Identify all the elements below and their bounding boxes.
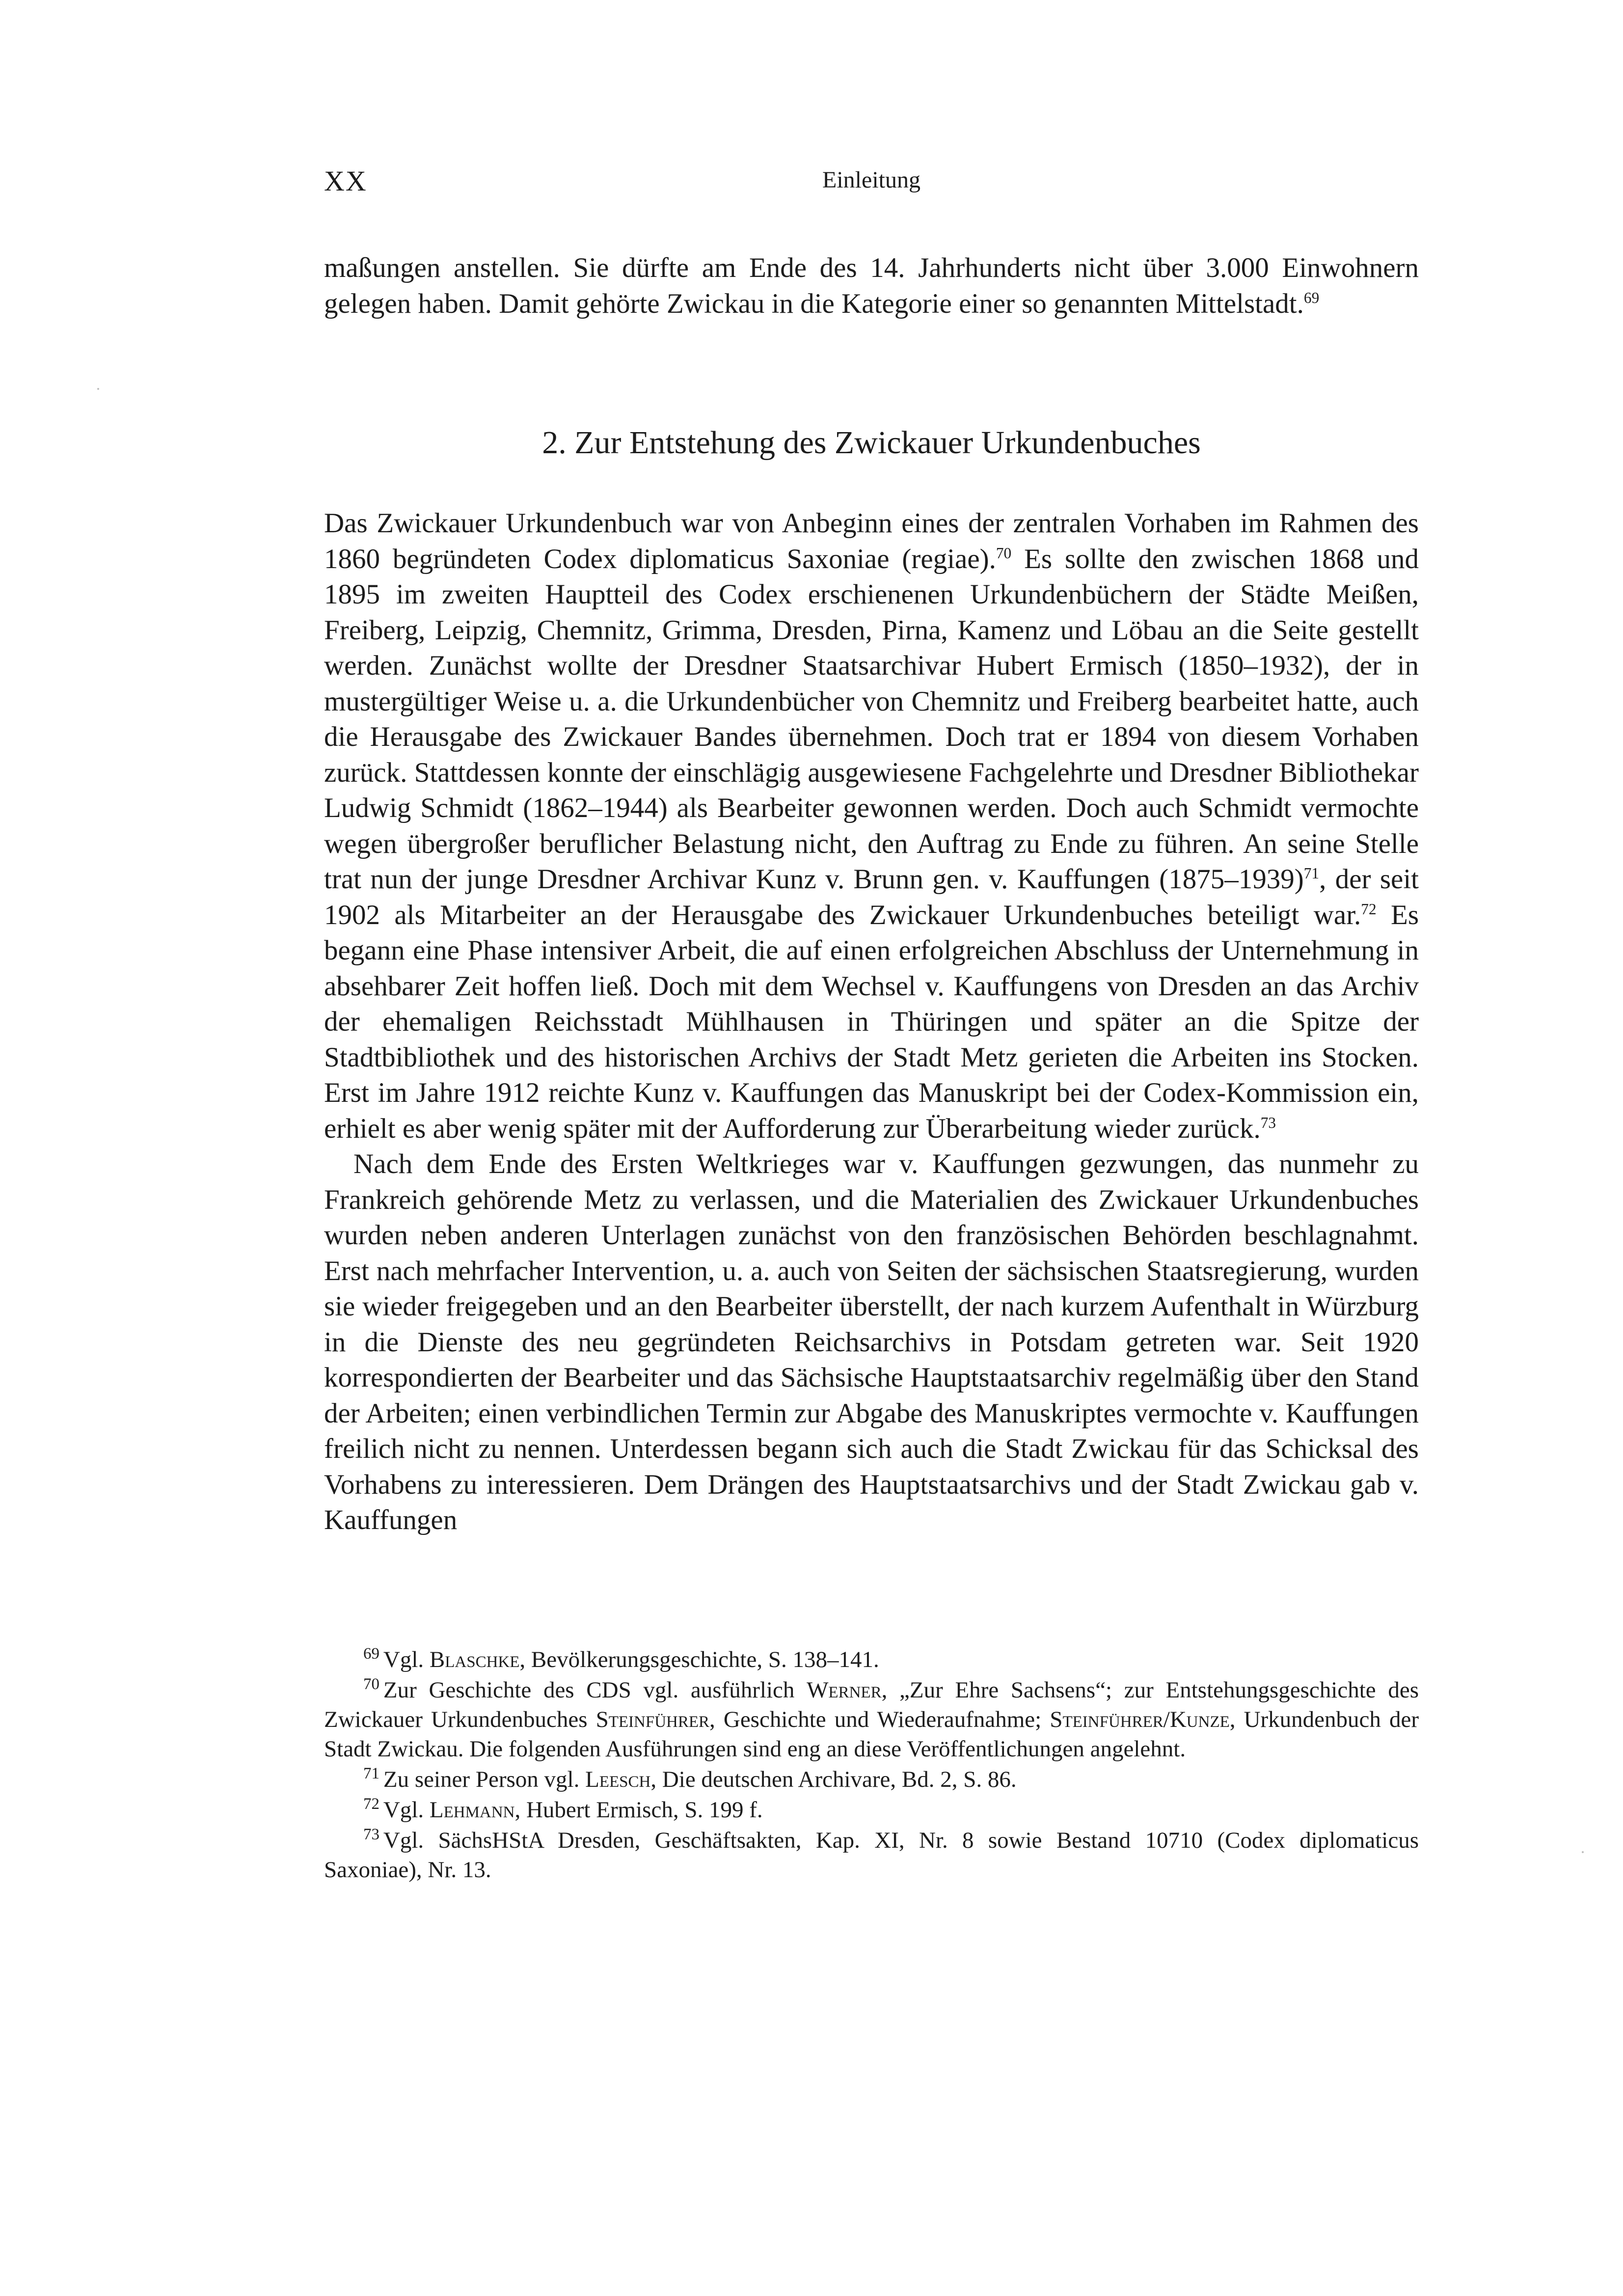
paragraph-2-text: Nach dem Ende des Ersten Weltkrieges war v. Kauffungen gezwungen, das nunmehr zu Frankreich gehörende Metz zu verlassen, und die Materialien des Zwickauer Urkundenbuches wurden neben anderen Unterlagen zunächst von den französischen Behörden beschlagnahmt. Erst nach mehrfacher Intervention, u. a. auch von Seiten der sächsischen Staatsregierung, wurden sie wieder freigegeben und an den Bearbeiter überstellt, der nach kurzem Aufenthalt in Würzburg in die Dienste des neu gegründeten Reichsarchivs in Potsdam getreten war. Seit 1920 korrespondierten der Bearbeiter und das Sächsische Hauptstaatsarchiv regelmäßig über den Stand der Arbeiten; einen verbindlichen Termin zur Abgabe des Manuskriptes vermochte v. Kauffungen freilich nicht zu nennen. Unterdessen begann sich auch die Stadt Zwickau für das Schicksal des Vorhabens zu interessieren. Dem Drängen des Hauptstaatsarchivs und der Stadt Zwickau gab v. Kauffungen xyxy=(324,1148,1419,1535)
footnote-number: 69 xyxy=(363,1645,379,1663)
footnote-text: , Bevölkerungsgeschichte, S. 138–141. xyxy=(519,1647,879,1672)
footnote-author: Blaschke xyxy=(429,1647,520,1672)
paragraph-1 xyxy=(324,506,1419,1147)
footnote-author: Steinführer/Kunze xyxy=(1050,1707,1230,1732)
footnotes xyxy=(324,1645,1419,1886)
footnote-text: , Hubert Ermisch, S. 199 f. xyxy=(514,1797,763,1823)
paragraph-1-seg-2: Es sollte den zwischen 1868 und 1895 im zweiten Hauptteil des Codex erschienenen Urkundenbüchern der Städte Meißen, Freiberg, Leipzig, Chemnitz, Grimma, Dresden, Pirna, Kamenz und Löbau an die Seite gestellt werden. Zunächst wollte der Dresdner Staatsarchivar Hubert Ermisch (1850–1932), der in mustergültiger Weise u. a. die Urkundenbücher von Chemnitz und Freiberg bearbeitet hatte, auch die Herausgabe des Zwickauer Bandes übernehmen. Doch trat er 1894 von diesem Vorhaben zurück. Stattdessen konnte der einschlägig ausgewiesene Fachgelehrte und Dresdner Bibliothekar Ludwig Schmidt (1862–1944) als Bearbeiter gewonnen werden. Doch auch Schmidt vermochte wegen übergroßer beruflicher Belastung nicht, den Auftrag zu Ende zu führen. An seine Stelle trat nun der junge Dresdner Archivar Kunz v. Brunn gen. v. Kauffungen (1875–1939) xyxy=(324,543,1419,895)
footnote-70 xyxy=(324,1675,1419,1764)
section-title: 2. Zur Entstehung des Zwickauer Urkundenbuches xyxy=(542,425,1201,461)
footnote-ref-73: 73 xyxy=(1260,1114,1276,1131)
paragraph-1-seg-1: Das Zwickauer Urkundenbuch war von Anbeginn eines der zentralen Vorhaben im Rahmen des 1860 begründeten Codex diplomaticus Saxoniae (regiae). xyxy=(324,508,1419,574)
footnote-ref-70: 70 xyxy=(996,544,1012,562)
footnote-69 xyxy=(324,1645,1419,1674)
footnote-author: Steinführer xyxy=(595,1707,710,1732)
footnote-text: Vgl. SächsHStA Dresden, Geschäftsakten, Kap. XI, Nr. 8 sowie Bestand 10710 (Codex diplomaticus Saxoniae), Nr. 13. xyxy=(324,1828,1419,1883)
paragraph-1-seg-3: , der seit 1902 als Mitarbeiter an der Herausgabe des Zwickauer Urkundenbuches beteiligt war. xyxy=(324,864,1419,930)
footnote-number: 70 xyxy=(363,1675,379,1694)
running-header xyxy=(324,164,1419,209)
footnote-ref-69: 69 xyxy=(1303,289,1320,306)
paragraph-2 xyxy=(324,1147,1419,1538)
footnote-text: , Geschichte und Wiederaufnahme; xyxy=(709,1707,1050,1732)
footnote-ref-71: 71 xyxy=(1303,865,1320,882)
footnote-number: 71 xyxy=(363,1765,379,1783)
footnote-number: 73 xyxy=(363,1826,379,1844)
footnote-author: Werner xyxy=(807,1677,882,1703)
scan-speck xyxy=(97,388,99,390)
footnote-text: Zu seiner Person vgl. xyxy=(383,1767,586,1792)
footnote-71 xyxy=(324,1765,1419,1794)
footnote-author: Leesch xyxy=(585,1767,651,1792)
main-text xyxy=(324,506,1419,1538)
footnote-number: 72 xyxy=(363,1795,379,1813)
footnote-text: Vgl. xyxy=(383,1647,430,1672)
footnote-author: Lehmann xyxy=(429,1797,515,1823)
page-number: XX xyxy=(324,165,367,197)
footnote-ref-72: 72 xyxy=(1361,900,1377,918)
running-title: Einleitung xyxy=(822,167,920,193)
footnote-text: , Die deutschen Archivare, Bd. 2, S. 86. xyxy=(650,1767,1017,1792)
footnote-text: , Urkundenbuch der Stadt Zwickau. Die folgenden Ausführungen sind eng an diese Veröffentlichungen angelehnt. xyxy=(324,1707,1419,1762)
footnote-text: Vgl. xyxy=(383,1797,430,1823)
paragraph-text: maßungen anstellen. Sie dürfte am Ende des 14. Jahrhunderts nicht über 3.000 Einwohnern gelegen haben. Damit gehörte Zwickau in die Kategorie einer so genannten Mittelstadt. xyxy=(324,252,1419,319)
continued-paragraph xyxy=(324,250,1419,322)
footnote-73 xyxy=(324,1826,1419,1885)
footnote-text: , „Zur Ehre Sachsens“; zur Entstehungsgeschichte des Zwickauer Urkundenbuches xyxy=(324,1677,1419,1732)
footnote-text: Zur Geschichte des CDS vgl. ausführlich xyxy=(383,1677,807,1703)
scan-speck xyxy=(1582,1851,1584,1853)
footnote-72 xyxy=(324,1795,1419,1825)
paragraph-1-seg-4: Es begann eine Phase intensiver Arbeit, die auf einen erfolgreichen Abschluss der Unternehmung in absehbarer Zeit hoffen ließ. Doch mit dem Wechsel v. Kauffungens von Dresden an das Archiv der ehemaligen Reichsstadt Mühlhausen in Thüringen und später an die Spitze der Stadtbibliothek und des historischen Archivs der Stadt Metz gerieten die Arbeiten ins Stocken. Erst im Jahre 1912 reichte Kunz v. Kauffungen das Manuskript bei der Codex-Kommission ein, erhielt es aber wenig später mit der Aufforderung zur Überarbeitung wieder zurück. xyxy=(324,899,1419,1144)
